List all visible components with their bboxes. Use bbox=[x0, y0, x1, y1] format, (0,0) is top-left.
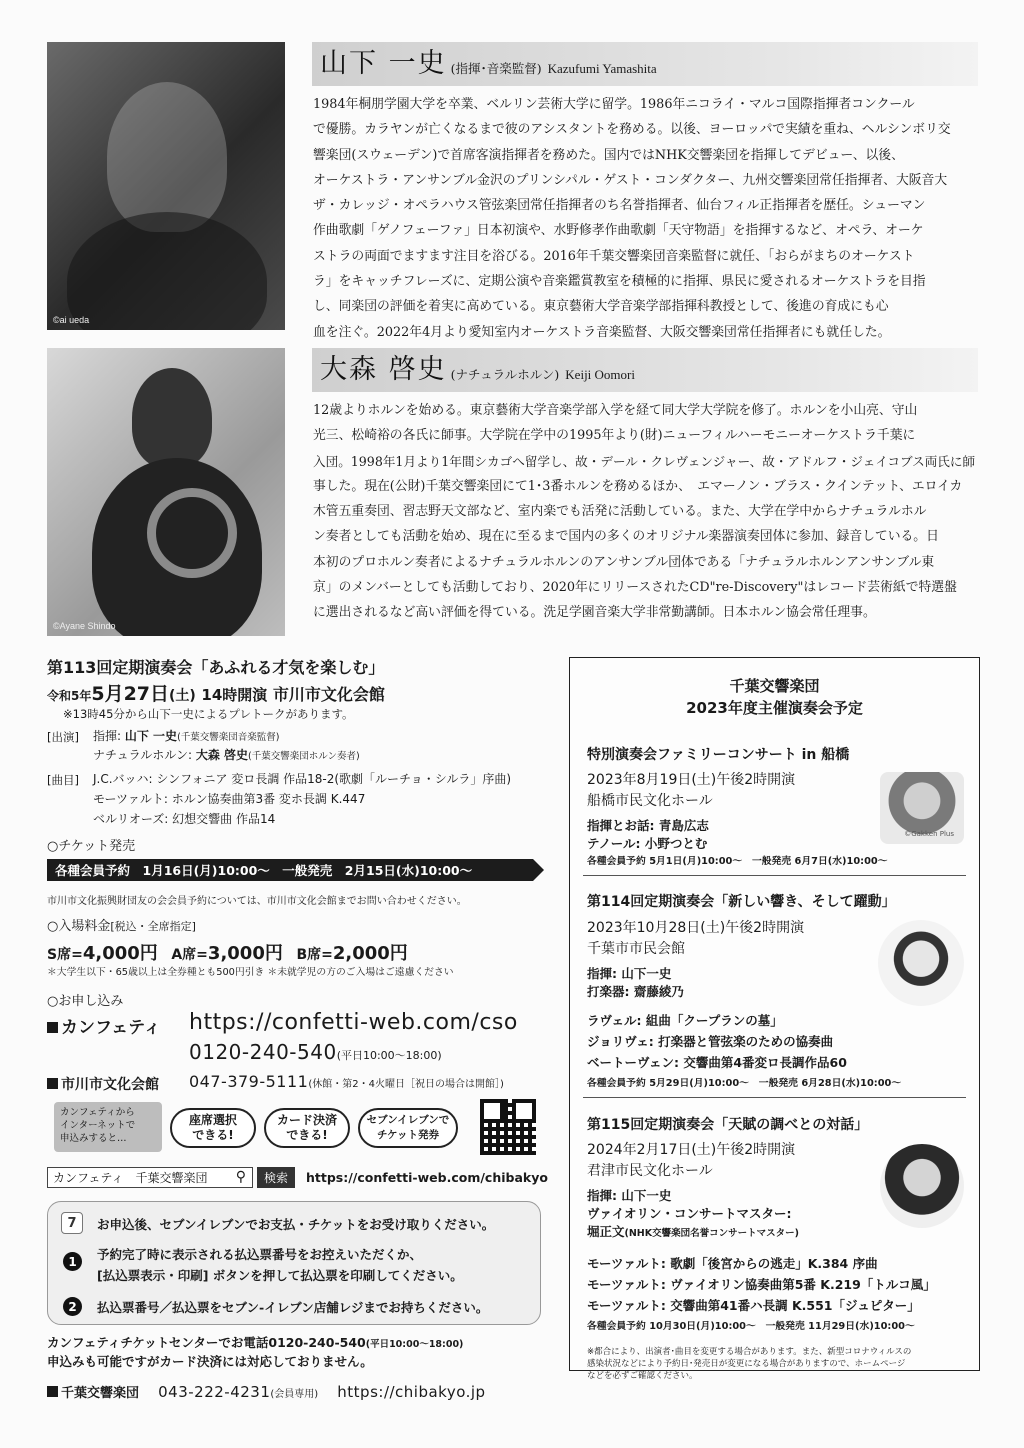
org-contact bbox=[47, 1382, 486, 1401]
event-3-photo bbox=[880, 1144, 964, 1228]
horn-player-role: (ナチュラルホルン) bbox=[450, 367, 560, 382]
s-seat-price: 4,000円 bbox=[82, 943, 158, 964]
event-2-program: ラヴェル: 組曲「クープランの墓」 bbox=[587, 1013, 783, 1028]
event-3-program: モーツァルト: 歌劇「後宮からの逃走」K.384 序曲 bbox=[587, 1256, 878, 1271]
bio-line: で優勝。カラヤンが亡くなるまで彼のアシスタントを務める。以後、ヨーロッパで実績を重ね、ヘルシンボリ交 bbox=[313, 122, 951, 138]
bio-oomori bbox=[313, 398, 979, 626]
bio-line: ン奏者としても活動を始め、現在に至るまで国内の多くのオリジナル楽器演奏団体に参加、録音している。日 bbox=[313, 529, 939, 545]
price-note: ＊大学生以下・65歳以上は全券種とも500円引き ＊未就学児の方のご入場はご遠慮ください bbox=[47, 967, 454, 978]
search-button[interactable]: 検索 bbox=[257, 1167, 295, 1188]
step-2-line: 払込票番号／払込票をセブン-イレブン店舗レジまでお持ちください。 bbox=[97, 1300, 489, 1315]
ticket-note: 市川市文化振興財団友の会会員予約については、市川市文化会館までお問い合わせください。 bbox=[47, 896, 467, 907]
ichikawa-tel[interactable]: 047-379-5111 bbox=[189, 1072, 309, 1091]
event-1-performer: テノール: 小野つとむ bbox=[587, 836, 708, 851]
event-1-venue: 船橋市民文化ホール bbox=[587, 793, 713, 809]
org-name bbox=[47, 1386, 139, 1401]
program-label: [曲目] bbox=[47, 773, 79, 787]
bio-line: 響楽団(スウェーデン)で首席客演指揮者を務めた。国内ではNHK交響楽団を指揮してデビュー、以後、 bbox=[313, 147, 904, 163]
photo-credit: ©Ayane Shindo bbox=[53, 621, 116, 631]
ticket-center-text: カンフェティチケットセンターでお電話0120-240-540 bbox=[47, 1335, 366, 1350]
bio-line: ザ・カレッジ・オペラハウス管弦楽団常任指揮者のち名誉指揮者、仙台フィル正指揮者を歴任。シューマン bbox=[313, 198, 926, 214]
perk-card-payment: カード決済 できる! bbox=[264, 1108, 350, 1148]
event-3-title: 第115回定期演奏会「天賦の調べとの対話」 bbox=[587, 1117, 869, 1133]
event-2-title: 第114回定期演奏会「新しい響き、そして躍動」 bbox=[587, 894, 896, 910]
divider bbox=[583, 1097, 966, 1098]
bio-line: 血を注ぐ。2022年4月より愛知室内オーケストラ音楽監督、大阪交響楽団常任指揮者にも就任した。 bbox=[313, 324, 891, 340]
step-1-line-a: 予約完了時に表示される払込票番号をお控えいただくか、 bbox=[97, 1247, 423, 1262]
event-3-date: 2024年2月17日(土)午後2時開演 bbox=[587, 1142, 796, 1158]
event-2-performer: 指揮: 山下一史 bbox=[587, 966, 672, 981]
search-input[interactable] bbox=[47, 1167, 253, 1188]
ticket-center-line bbox=[47, 1333, 463, 1351]
s-seat-label: S席= bbox=[47, 947, 83, 963]
conductor-name-label: 山下 一史 bbox=[124, 729, 178, 743]
bio-line: 12歳よりホルンを始める。東京藝術大学音楽学部入学を経て同大学大学院を修了。ホルンを小山亮、守山 bbox=[313, 403, 918, 418]
step-number: 2 bbox=[63, 1297, 82, 1316]
performer-conductor bbox=[93, 727, 279, 744]
price-line bbox=[47, 939, 408, 965]
event-1-sale: 各種会員予約 5月1日(月)10:00～ 一般発売 6月7日(水)10:00～ bbox=[587, 856, 888, 867]
confetti-url[interactable]: https://confetti-web.com/cso bbox=[189, 1010, 518, 1035]
bio-line: 京」のメンバーとしても活動しており、2020年にリリースされたCD"re-Discovery"はレコード芸術紙で特選盤 bbox=[313, 580, 957, 596]
event-1-photo bbox=[880, 772, 964, 844]
concert-era: 令和5年 bbox=[47, 689, 92, 703]
step-1-line-b: [払込票表示・印刷] ボタンを押して払込票を印刷してください。 bbox=[97, 1268, 463, 1283]
event-3-sale: 各種会員予約 10月30日(月)10:00～ 一般発売 11月29日(水)10:00～ bbox=[587, 1321, 915, 1332]
performer-horn bbox=[93, 746, 360, 763]
search-url[interactable]: https://confetti-web.com/chibakyo bbox=[306, 1170, 548, 1185]
bio-line: 事した。現在(公財)千葉交響楽団にて1･3番ホルンを務めるほか、 エマーノン・ブラス・クインテット、エロイカ bbox=[313, 478, 963, 494]
a-seat-label: A席= bbox=[171, 947, 208, 963]
confetti-tel[interactable]: 0120-240-540 bbox=[189, 1040, 337, 1064]
seven-eleven-logo-icon: 7 bbox=[61, 1212, 83, 1234]
schedule-title: 2023年度主催演奏会予定 bbox=[686, 699, 863, 717]
concert-date: 5月27日 bbox=[91, 683, 170, 705]
bio-line: 本初のプロホルン奏者によるナチュラルホルンのアンサンブル団体である「ナチュラルホルンアンサンブル東 bbox=[313, 554, 935, 570]
apply-heading: ○お申し込み bbox=[47, 994, 124, 1009]
confetti-label bbox=[47, 1013, 161, 1038]
pretalk-note: ※13時45分から山下一史によるプレトークがあります。 bbox=[63, 707, 354, 721]
event-2-performer: 打楽器: 齋藤綾乃 bbox=[587, 984, 684, 999]
divider bbox=[583, 875, 966, 876]
event-1-title: 特別演奏会ファミリーコンサート in 船橋 bbox=[587, 747, 850, 763]
performers-label: [出演] bbox=[47, 730, 79, 744]
event-3-concertmaster-note: (NHK交響楽団名誉コンサートマスター) bbox=[624, 1228, 799, 1239]
step-number: 1 bbox=[63, 1252, 82, 1271]
ticket-heading: ○チケット発売 bbox=[47, 839, 136, 854]
name-bar-yamashita bbox=[312, 42, 978, 86]
event-3-program: モーツァルト: 交響曲第41番ハ長調 K.551「ジュピター」 bbox=[587, 1298, 920, 1313]
bio-line: 入団。1998年1月より1年間シカゴへ留学し、故・デール・クレヴェンジャー、故・アドルフ・ジェイコブス両氏に師 bbox=[313, 453, 976, 469]
bio-yamashita bbox=[313, 92, 979, 345]
horn-name-label: 大森 啓史 bbox=[195, 748, 249, 762]
concert-dow: (土) bbox=[169, 688, 196, 704]
org-name-text: 千葉交響楽団 bbox=[61, 1386, 140, 1401]
ichikawa-hours: (休館・第2・4火曜日［祝日の場合は開館］) bbox=[308, 1079, 504, 1090]
price-heading bbox=[47, 915, 196, 934]
program-item: ベルリオーズ: 幻想交響曲 作品14 bbox=[93, 812, 276, 826]
event-3-concertmaster: 堀正文 bbox=[587, 1224, 625, 1239]
horn-note: (千葉交響楽団ホルン奏者) bbox=[248, 751, 360, 762]
bio-line: ストラの両面でますます注目を浴びる。2016年千葉交響楽団音楽監督に就任、「おらがまちのオーケスト bbox=[313, 248, 915, 264]
horn-player-roman-name: Keiji Oomori bbox=[565, 367, 635, 382]
online-perk-tab: カンフェティから インターネットで 申込みすると… bbox=[54, 1102, 162, 1152]
schedule-note: ※都合により、出演者･曲目を変更する場合があります。また、新型コロナウィルスの bbox=[587, 1347, 912, 1357]
bio-line: オーケストラ・アンサンブル金沢のプリンシパル・ゲスト・コンダクター、九州交響楽団常任指揮者、大阪音大 bbox=[313, 172, 948, 188]
perk-seat-select: 座席選択 できる! bbox=[170, 1108, 256, 1148]
concert-title: 第113回定期演奏会「あふれる才気を楽しむ」 bbox=[47, 658, 385, 677]
bio-line: し、同楽団の評価を着実に高めている。東京藝術大学音楽学部指揮科教授として、後進の育成にも心 bbox=[313, 299, 889, 315]
bio-line: 木管五重奏団、習志野天文部など、室内楽でも活発に活動している。また、大学在学中からナチュラルホル bbox=[313, 504, 927, 520]
event-1-photo-credit: ©Gakken Plus bbox=[904, 830, 954, 838]
confetti-label-text: カンフェティ bbox=[61, 1018, 161, 1038]
event-2-program: ジョリヴェ: 打楽器と管弦楽のための協奏曲 bbox=[587, 1034, 834, 1049]
org-url[interactable]: https://chibakyo.jp bbox=[337, 1383, 486, 1401]
confetti-phone bbox=[189, 1040, 442, 1064]
event-3-program: モーツァルト: ヴァイオリン協奏曲第5番 K.219「トルコ風」 bbox=[587, 1277, 936, 1292]
schedule-note: などを必ずご確認ください。 bbox=[587, 1371, 698, 1381]
concert-time: 14時開演 bbox=[201, 686, 268, 704]
bio-line: 光三、松崎裕の各氏に師事。大学院在学中の1995年より(財)ニューフィルハーモニーオーケストラ千葉に bbox=[313, 428, 916, 444]
ichikawa-label-text: 市川市文化会館 bbox=[61, 1077, 159, 1093]
org-tel[interactable]: 043-222-4231 bbox=[158, 1383, 271, 1401]
event-1-date: 2023年8月19日(土)午後2時開演 bbox=[587, 772, 796, 788]
bio-line: に選出されるなど高い評価を得ている。洗足学園音楽大学非常勤講師。日本ホルン協会常任理事。 bbox=[313, 605, 876, 621]
price-subheading: [税込・全席指定] bbox=[110, 920, 196, 933]
program-item: J.C.バッハ: シンフォニア 変ロ長調 作品18-2(歌劇「ルーチョ・シルラ」序曲) bbox=[93, 772, 512, 786]
conductor-roman-name: Kazufumi Yamashita bbox=[547, 61, 657, 76]
event-1-performer: 指揮とお話: 青島広志 bbox=[587, 818, 709, 833]
event-2-sale: 各種会員予約 5月29日(月)10:00～ 一般発売 6月28日(水)10:00～ bbox=[587, 1078, 902, 1089]
event-3-performer: ヴァイオリン・コンサートマスター: bbox=[587, 1206, 792, 1221]
event-3-performer bbox=[587, 1222, 799, 1240]
concert-date-line bbox=[47, 679, 385, 706]
org-tel-note: (会員専用) bbox=[270, 1389, 319, 1400]
conductor-role-label: 指揮: bbox=[93, 729, 122, 743]
seven-heading: お申込後、セブンイレブンでお支払・チケットをお受け取りください。 bbox=[97, 1217, 495, 1232]
event-3-performer: 指揮: 山下一史 bbox=[587, 1188, 672, 1203]
bio-line: 1984年桐朋学園大学を卒業、ベルリン芸術大学に留学。1986年ニコライ・マルコ国際指揮者コンクール bbox=[313, 97, 915, 112]
a-seat-price: 3,000円 bbox=[207, 943, 283, 964]
conductor-name: 山下 一史 bbox=[320, 48, 447, 79]
name-bar-oomori bbox=[312, 348, 978, 392]
ticket-center-hours: (平日10:00～18:00) bbox=[365, 1339, 464, 1350]
ichikawa-label bbox=[47, 1074, 159, 1094]
search-icon: ⚲ bbox=[235, 1169, 246, 1185]
b-seat-price: 2,000円 bbox=[332, 943, 408, 964]
event-2-date: 2023年10月28日(土)午後2時開演 bbox=[587, 920, 805, 936]
program-item: モーツァルト: ホルン協奏曲第3番 変ホ長調 K.447 bbox=[93, 792, 366, 806]
confetti-hours: (平日10:00～18:00) bbox=[336, 1049, 442, 1062]
schedule-note: 感染状況などにより予約日･発売日が変更になる場合がありますので、ホームページ bbox=[587, 1359, 906, 1369]
perk-seven-eleven: セブンイレブンで チケット発券 bbox=[358, 1108, 458, 1148]
horn-image bbox=[147, 488, 237, 578]
ichikawa-phone bbox=[189, 1072, 504, 1091]
search-text: カンフェティ 千葉交響楽団 bbox=[53, 1171, 208, 1185]
event-2-venue: 千葉市市民会館 bbox=[587, 941, 685, 957]
bio-line: 作曲歌劇「ゲノフェーファ」日本初演や、水野修孝作曲歌劇「天守物語」を指揮するなど、オペラ、オーケ bbox=[313, 223, 924, 239]
b-seat-label: B席= bbox=[296, 947, 333, 963]
conductor-role: (指揮･音楽監督) bbox=[450, 61, 542, 76]
event-3-venue: 君津市民文化ホール bbox=[587, 1163, 713, 1179]
photo-yamashita bbox=[47, 42, 285, 330]
event-2-program: ベートーヴェン: 交響曲第4番変ロ長調作品60 bbox=[587, 1055, 847, 1070]
conductor-note: (千葉交響楽団音楽監督) bbox=[177, 732, 280, 743]
qr-code-icon[interactable] bbox=[480, 1099, 536, 1155]
event-2-photo bbox=[878, 920, 964, 1006]
photo-credit: ©ai ueda bbox=[53, 315, 90, 325]
bio-line: ラ」をキャッチフレーズに、定期公演や音楽鑑賞教室を積極的に指揮、県民に愛されるオーケストラを目指 bbox=[313, 274, 926, 290]
ticket-sale-bar: 各種会員予約 1月16日(月)10:00～ 一般発売 2月15日(水)10:00～ bbox=[47, 859, 533, 881]
price-heading-text: ○入場料金 bbox=[47, 919, 111, 934]
horn-role-label: ナチュラルホルン: bbox=[93, 748, 193, 762]
schedule-title-org: 千葉交響楽団 bbox=[729, 677, 820, 695]
photo-oomori bbox=[47, 348, 285, 636]
horn-player-name: 大森 啓史 bbox=[320, 354, 447, 385]
ticket-center-note: 申込みも可能ですがカード決済には対応しておりません。 bbox=[47, 1354, 373, 1369]
concert-venue: 市川市文化会館 bbox=[272, 685, 385, 704]
